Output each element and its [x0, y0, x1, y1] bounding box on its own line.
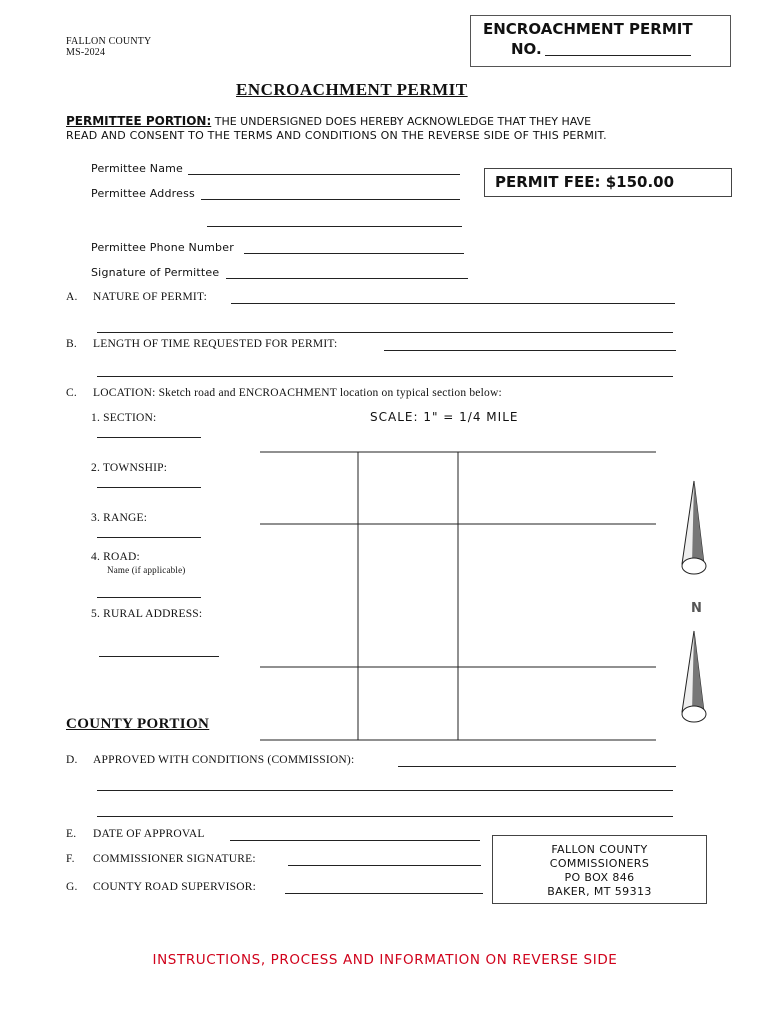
- address-line2: COMMISSIONERS: [549, 857, 650, 870]
- approved-conditions-label: APPROVED WITH CONDITIONS (COMMISSION):: [93, 754, 355, 766]
- address-line4: BAKER, MT 59313: [547, 885, 652, 898]
- range-item-label: 3. RANGE:: [91, 512, 148, 524]
- date-of-approval-field[interactable]: [230, 840, 480, 841]
- section-c-letter: C.: [66, 387, 77, 399]
- rural-address-field[interactable]: [99, 656, 219, 657]
- section-f-letter: F.: [66, 853, 75, 865]
- permit-fee: PERMIT FEE: $150.00: [495, 173, 675, 191]
- ack-line1: THE UNDERSIGNED DOES HEREBY ACKNOWLEDGE THAT THEY HAVE: [211, 115, 592, 128]
- section-item-label: 1. SECTION:: [91, 412, 157, 424]
- address-line1: FALLON COUNTY: [551, 843, 648, 856]
- permit-number-box: [470, 15, 731, 67]
- approved-conditions-field[interactable]: [398, 766, 676, 767]
- county-name: FALLON COUNTY: [66, 36, 152, 47]
- permittee-name-label: Permittee Name: [91, 162, 184, 175]
- section-g-letter: G.: [66, 881, 78, 893]
- reverse-side-notice: INSTRUCTIONS, PROCESS AND INFORMATION ON REVERSE SIDE: [152, 952, 618, 968]
- sketch-grid[interactable]: [258, 450, 658, 742]
- rural-address-item-label: 5. RURAL ADDRESS:: [91, 608, 203, 620]
- nature-of-permit-field-2[interactable]: [97, 332, 673, 333]
- commissioners-address-box: [492, 835, 707, 904]
- signature-field[interactable]: [226, 278, 468, 279]
- north-label: N: [691, 601, 702, 616]
- section-field[interactable]: [97, 437, 201, 438]
- range-field[interactable]: [97, 537, 201, 538]
- address-line3: PO BOX 846: [564, 871, 635, 884]
- north-arrow-icon: [678, 478, 712, 582]
- approved-conditions-field-3[interactable]: [97, 816, 673, 817]
- permittee-heading: PERMITTEE PORTION:: [66, 114, 212, 128]
- scale-label: SCALE: 1" = 1/4 MILE: [370, 410, 519, 424]
- commissioner-signature-field[interactable]: [288, 865, 481, 866]
- county-portion-heading: COUNTY PORTION: [66, 716, 210, 732]
- section-b-letter: B.: [66, 338, 77, 350]
- nature-of-permit-label: NATURE OF PERMIT:: [93, 291, 208, 303]
- permittee-phone-field[interactable]: [244, 253, 464, 254]
- permit-number-field[interactable]: [545, 55, 691, 56]
- length-of-time-label: LENGTH OF TIME REQUESTED FOR PERMIT:: [93, 338, 338, 350]
- north-arrow-icon-2: [678, 628, 712, 728]
- township-item-label: 2. TOWNSHIP:: [91, 462, 168, 474]
- township-field[interactable]: [97, 487, 201, 488]
- length-of-time-field-2[interactable]: [97, 376, 673, 377]
- length-of-time-field[interactable]: [384, 350, 676, 351]
- page-title: ENCROACHMENT PERMIT: [236, 80, 468, 99]
- road-supervisor-field[interactable]: [285, 893, 483, 894]
- approved-conditions-field-2[interactable]: [97, 790, 673, 791]
- signature-label: Signature of Permittee: [91, 266, 220, 279]
- section-d-letter: D.: [66, 754, 78, 766]
- permit-box-no-label: NO.: [511, 40, 542, 58]
- road-item-label: 4. ROAD:: [91, 551, 140, 563]
- permit-fee-box: [484, 168, 732, 197]
- location-label: LOCATION: Sketch road and ENCROACHMENT location on typical section below:: [93, 387, 502, 399]
- commissioner-signature-label: COMMISSIONER SIGNATURE:: [93, 853, 256, 865]
- road-note: Name (if applicable): [107, 565, 186, 575]
- form-number: MS-2024: [66, 47, 106, 58]
- road-field[interactable]: [97, 597, 201, 598]
- ack-line2: READ AND CONSENT TO THE TERMS AND CONDITIONS ON THE REVERSE SIDE OF THIS PERMIT.: [66, 129, 607, 142]
- section-e-letter: E.: [66, 828, 77, 840]
- permittee-name-field[interactable]: [188, 174, 460, 175]
- permittee-address-field-2[interactable]: [207, 226, 462, 227]
- road-supervisor-label: COUNTY ROAD SUPERVISOR:: [93, 881, 256, 893]
- nature-of-permit-field[interactable]: [231, 303, 675, 304]
- acknowledgement: [66, 114, 591, 128]
- permittee-phone-label: Permittee Phone Number: [91, 241, 234, 254]
- permit-box-title: ENCROACHMENT PERMIT: [483, 20, 693, 38]
- permittee-address-label: Permittee Address: [91, 187, 195, 200]
- permittee-address-field[interactable]: [201, 199, 460, 200]
- section-a-letter: A.: [66, 291, 78, 303]
- date-of-approval-label: DATE OF APPROVAL: [93, 828, 205, 840]
